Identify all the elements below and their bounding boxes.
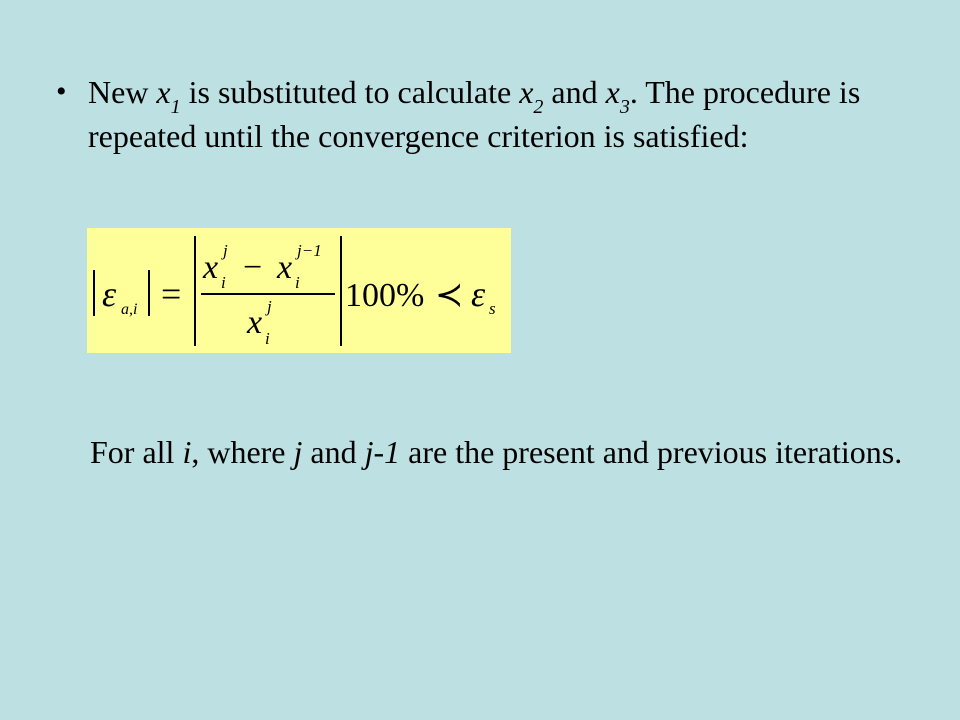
subscript: i <box>295 273 300 292</box>
bullet-text <box>88 70 898 158</box>
minus-sign: − <box>243 249 263 286</box>
text-run: is substituted to calculate <box>180 74 520 110</box>
var-j-minus-1: j-1 <box>364 434 401 470</box>
subscript: 2 <box>533 96 544 119</box>
text-run: , where <box>191 434 294 470</box>
subscript: i <box>221 273 226 292</box>
var-j: j <box>293 434 303 470</box>
hundred-percent: 100% <box>345 277 425 314</box>
equals-sign: = <box>161 274 182 314</box>
convergence-formula <box>87 228 511 353</box>
bullet-paragraph <box>56 70 916 158</box>
text-run: are the present and previous iterations. <box>400 434 903 470</box>
var-x: x <box>156 74 171 110</box>
var-x: x <box>277 249 293 286</box>
subscript: 3 <box>619 96 630 119</box>
text-run: and <box>302 434 365 470</box>
epsilon-subscript: a,i <box>121 301 138 318</box>
var-i: i <box>182 434 192 470</box>
var-x: x <box>519 74 534 110</box>
epsilon-subscript: s <box>489 299 496 318</box>
text-run: and <box>543 74 606 110</box>
bullet-dot-icon: • <box>56 75 67 108</box>
var-x: x <box>203 249 219 286</box>
superscript: j <box>267 297 272 316</box>
note-paragraph <box>90 430 910 474</box>
text-run: New <box>88 74 157 110</box>
superscript: j−1 <box>297 241 322 260</box>
formula-box <box>87 228 511 353</box>
superscript: j <box>223 241 228 260</box>
text-run: For all <box>90 434 183 470</box>
epsilon-symbol: ε <box>471 274 486 314</box>
var-x: x <box>605 74 620 110</box>
var-x: x <box>247 304 263 341</box>
text-run: . The procedure is repeated until the convergence criterion is satisfied: <box>88 74 861 154</box>
subscript: i <box>265 329 270 348</box>
epsilon-symbol: ε <box>102 274 117 314</box>
subscript: 1 <box>170 96 181 119</box>
less-than-symbol: ≺ <box>435 277 464 314</box>
